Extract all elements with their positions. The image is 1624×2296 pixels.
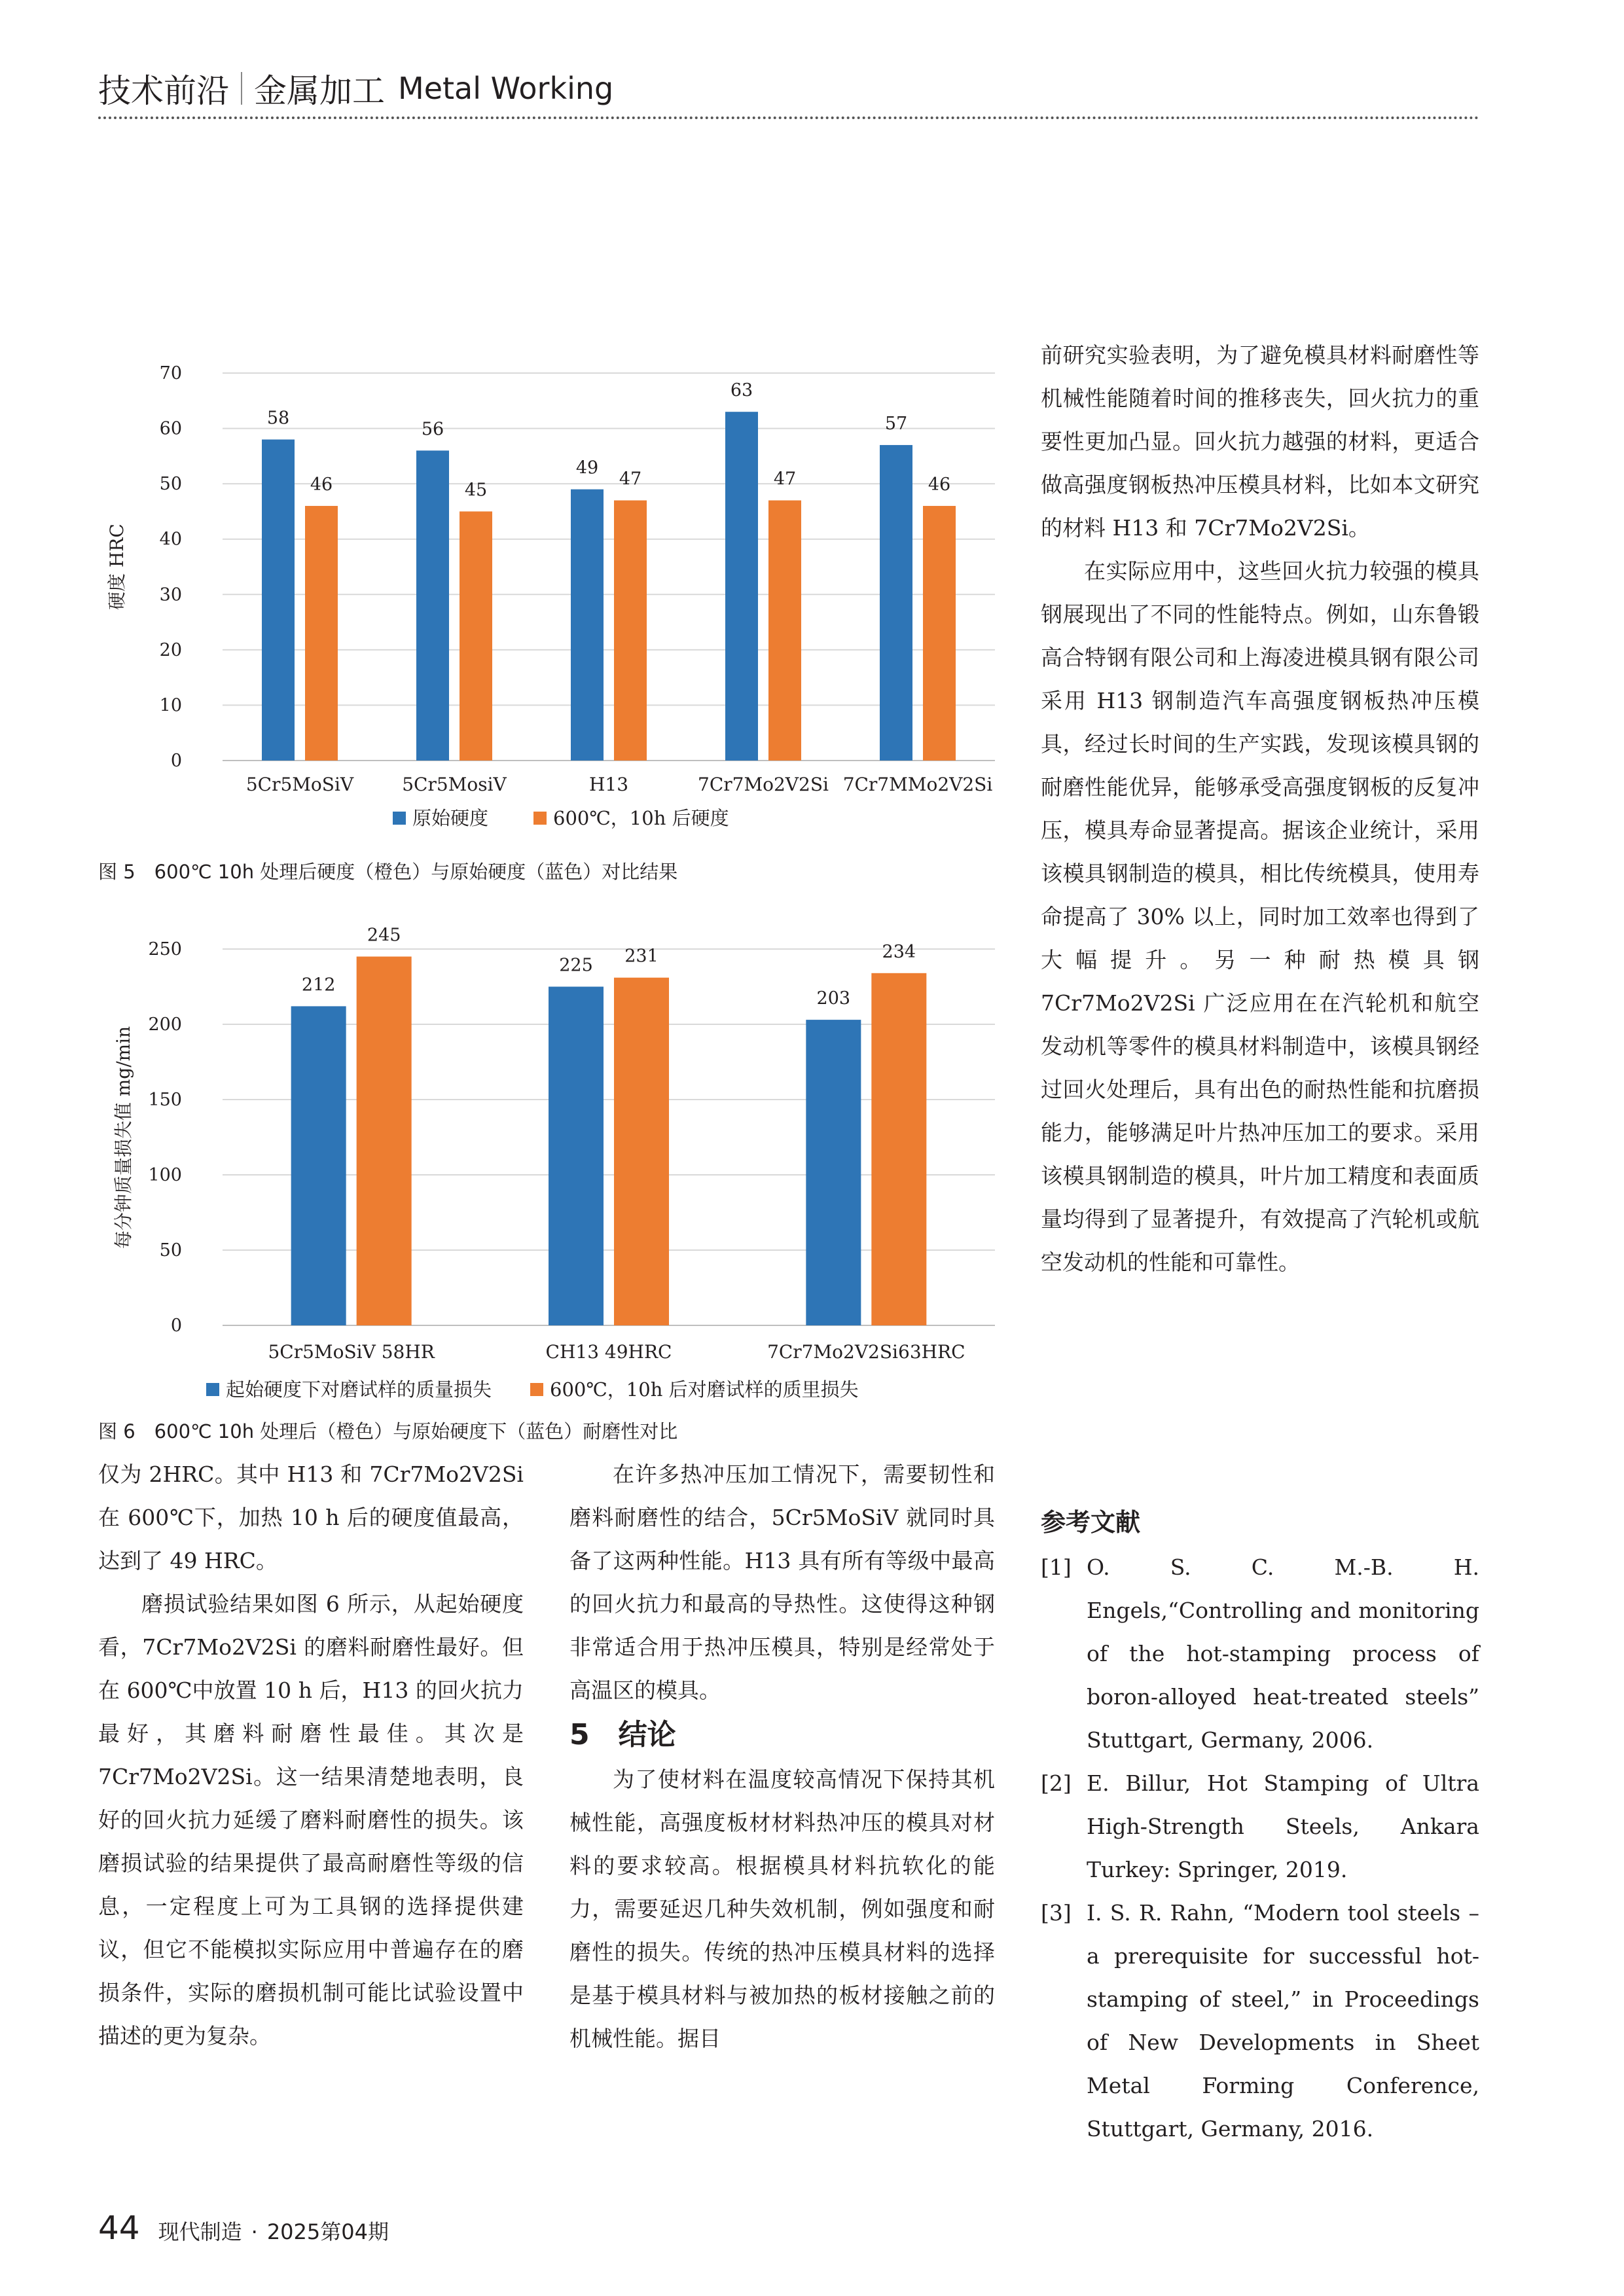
col3-paragraph-1: 前研究实验表明，为了避免模具材料耐磨性等机械性能随着时间的推移丧失，回火抗力的重要性更加凸显。回火抗力越强的材料，更适合做高强度钢板热冲压模具材料，比如本文研究的材料 H13 和 7Cr7Mo2V2Si。	[1041, 342, 1479, 541]
y-tick-label: 100	[148, 1165, 182, 1185]
bar-original	[806, 1020, 861, 1325]
x-category-label: 5Cr5MosiV	[402, 774, 507, 795]
y-tick-label: 30	[159, 584, 182, 605]
reference-number: [1]	[1041, 1554, 1072, 1580]
y-tick-label: 70	[159, 363, 182, 384]
header-separator	[241, 72, 242, 105]
bar-after-600c	[614, 978, 669, 1325]
figure-6-caption: 图 6 600℃ 10h 处理后（橙色）与原始硬度下（蓝色）耐磨性对比	[98, 1420, 678, 1443]
hardness-bar-chart	[98, 353, 1001, 851]
col2-paragraph-2: 为了使材料在温度较高情况下保持其机械性能，高强度板材材料热冲压的模具对材料的要求较高。根据模具材料抗软化的能力，需要延迟几种失效机制，例如强度和耐磨性的损失。传统的热冲压模具材料的选择是基于模具材料与被加热的板材接触之前的机械性能。据目	[569, 1767, 995, 2051]
figure-5-caption: 图 5 600℃ 10h 处理后硬度（橙色）与原始硬度（蓝色）对比结果	[98, 861, 678, 883]
journal-name: 现代制造	[158, 2219, 242, 2244]
reference-number: [3]	[1041, 1900, 1072, 1926]
y-tick-label: 10	[159, 695, 182, 716]
data-label: 225	[559, 955, 593, 976]
header-section: 技术前沿	[98, 72, 229, 110]
wear-bar-chart	[98, 913, 1001, 1420]
page-number: 44	[98, 2209, 140, 2247]
data-label: 47	[773, 469, 797, 490]
bar-after-600c	[768, 501, 801, 761]
y-tick-label: 200	[148, 1014, 182, 1035]
x-category-label: 5Cr5MoSiV 58HR	[268, 1341, 435, 1363]
reference-item	[1041, 1762, 1479, 1892]
data-label: 49	[575, 457, 599, 478]
x-category-label: 7Cr7Mo2V2Si	[698, 774, 829, 795]
wear-chart-svg	[98, 913, 1001, 1420]
legend-swatch	[206, 1383, 219, 1396]
footer-dot: ·	[251, 2219, 258, 2244]
x-category-label: CH13 49HRC	[545, 1341, 672, 1363]
reference-text: I. S. R. Rahn, “Modern tool steels – a prerequisite for successful hot-stamping of steel,” in Proceedings of New Developments in Sheet Metal Forming Conference, Stuttgart, Germany, 2016.	[1087, 1900, 1479, 2142]
y-tick-label: 150	[148, 1090, 182, 1110]
y-tick-label: 20	[159, 639, 182, 660]
bar-original	[416, 450, 449, 761]
data-label: 56	[421, 419, 444, 440]
y-tick-label: 50	[159, 1240, 182, 1261]
bar-after-600c	[305, 506, 338, 761]
bar-after-600c	[923, 506, 956, 761]
y-tick-label: 40	[159, 529, 182, 550]
bar-original	[880, 445, 912, 761]
bar-original	[725, 412, 758, 761]
x-category-label: 7Cr7Mo2V2Si63HRC	[767, 1341, 965, 1363]
col1-paragraph-1: 仅为 2HRC。其中 H13 和 7Cr7Mo2V2Si 在 600℃下，加热 10 h 后的硬度值最高，达到了 49 HRC。	[98, 1462, 524, 1573]
data-label: 231	[624, 946, 659, 967]
header-divider	[98, 117, 1479, 119]
column-1	[98, 1453, 524, 2058]
column-3	[1041, 334, 1479, 1284]
bar-original	[571, 490, 604, 761]
bar-after-600c	[460, 511, 492, 761]
y-tick-label: 60	[159, 418, 182, 439]
data-label: 47	[619, 469, 642, 490]
page-header	[98, 62, 613, 115]
reference-item	[1041, 1546, 1479, 1762]
data-label: 57	[884, 413, 908, 434]
bar-after-600c	[614, 501, 647, 761]
bar-after-600c	[357, 957, 412, 1326]
references-title: 参考文献	[1041, 1508, 1141, 1537]
header-category: 金属加工	[254, 72, 385, 110]
data-label: 212	[301, 975, 336, 996]
reference-text: E. Billur, Hot Stamping of Ultra High-Strength Steels, Ankara Turkey: Springer, 2019.	[1087, 1770, 1479, 1882]
bar-original	[262, 439, 295, 761]
col3-paragraph-2: 在实际应用中，这些回火抗力较强的模具钢展现出了不同的性能特点。例如，山东鲁锻高合特钢有限公司和上海凌进模具钢有限公司采用 H13 钢制造汽车高强度钢板热冲压模具，经过长时间的生产实践，发现该模具钢的耐磨性能优异，能够承受高强度钢板的反复冲压，模具寿命显著提高。据该企业统计，采用该模具钢制造的模具，相比传统模具，使用寿命提高了 30% 以上，同时加工效率也得到了大幅提升。另一种耐热模具钢 7Cr7Mo2V2Si 广泛应用在在汽轮机和航空发动机等零件的模具材料制造中，该模具钢经过回火处理后，具有出色的耐热性能和抗磨损能力，能够满足叶片热冲压加工的要求。采用该模具钢制造的模具，叶片加工精度和表面质量均得到了显著提升，有效提高了汽轮机或航空发动机的性能和可靠性。	[1041, 558, 1479, 1275]
data-label: 245	[367, 925, 401, 946]
legend-label: 原始硬度	[412, 807, 489, 829]
data-label: 203	[816, 988, 851, 1009]
y-tick-label: 250	[148, 939, 182, 960]
legend-swatch	[393, 812, 406, 825]
legend-swatch	[533, 812, 547, 825]
reference-number: [2]	[1041, 1770, 1072, 1796]
data-label: 58	[266, 408, 290, 429]
data-label: 46	[928, 474, 951, 495]
reference-text: O. S. C. M.-B. H. Engels,“Controlling and monitoring of the hot-stamping process of boron-alloyed heat-treated steels” Stuttgart, Germany, 2006.	[1087, 1554, 1479, 1753]
col1-paragraph-2: 磨损试验结果如图 6 所示，从起始硬度看，7Cr7Mo2V2Si 的磨料耐磨性最好。但在 600℃中放置 10 h 后，H13 的回火抗力最好，其磨料耐磨性最佳。其次是 7Cr7Mo2V2Si。这一结果清楚地表明，良好的回火抗力延缓了磨料耐磨性的损失。该磨损试验的结果提供了最高耐磨性等级的信息，一定程度上可为工具钢的选择提供建议，但它不能模拟实际应用中普遍存在的磨损条件，实际的磨损机制可能比试验设置中描述的更为复杂。	[98, 1591, 524, 2049]
y-tick-label: 50	[159, 474, 182, 495]
bar-after-600c	[871, 973, 926, 1325]
bar-original	[549, 987, 604, 1326]
x-category-label: 5Cr5MoSiV	[245, 774, 354, 795]
data-label: 234	[882, 941, 916, 962]
data-label: 63	[730, 380, 753, 401]
reference-item	[1041, 1892, 1479, 2151]
column-2	[569, 1453, 995, 2060]
y-axis-label: 硬度 HRC	[106, 524, 128, 610]
page-footer	[98, 2209, 389, 2247]
legend-swatch	[530, 1383, 543, 1396]
legend-label: 起始硬度下对磨试样的质量损失	[226, 1378, 492, 1401]
y-axis-label: 每分钟质量损失值 mg/min	[113, 1026, 134, 1249]
y-tick-label: 0	[170, 751, 182, 771]
data-label: 45	[464, 480, 488, 501]
section-heading-conclusion: 5 结论	[569, 1718, 676, 1751]
legend-label: 600℃，10h 后对磨试样的质里损失	[550, 1378, 859, 1401]
y-tick-label: 0	[170, 1316, 182, 1336]
x-category-label: H13	[588, 774, 629, 795]
legend-label: 600℃，10h 后硬度	[553, 807, 729, 829]
bar-original	[291, 1006, 346, 1325]
col2-paragraph-1: 在许多热冲压加工情况下，需要韧性和磨料耐磨性的结合，5Cr5MoSiV 就同时具备了这两种性能。H13 具有所有等级中最高的回火抗力和最高的导热性。这使得这种钢非常适合用于热冲压模具，特别是经常处于高温区的模具。	[569, 1462, 995, 1703]
hardness-chart-svg	[98, 353, 1001, 851]
x-category-label: 7Cr7MMo2V2Si	[842, 774, 993, 795]
header-category-en: Metal Working	[398, 71, 614, 106]
references	[1041, 1502, 1479, 2151]
issue-label: 2025第04期	[266, 2219, 389, 2244]
data-label: 46	[310, 474, 333, 495]
